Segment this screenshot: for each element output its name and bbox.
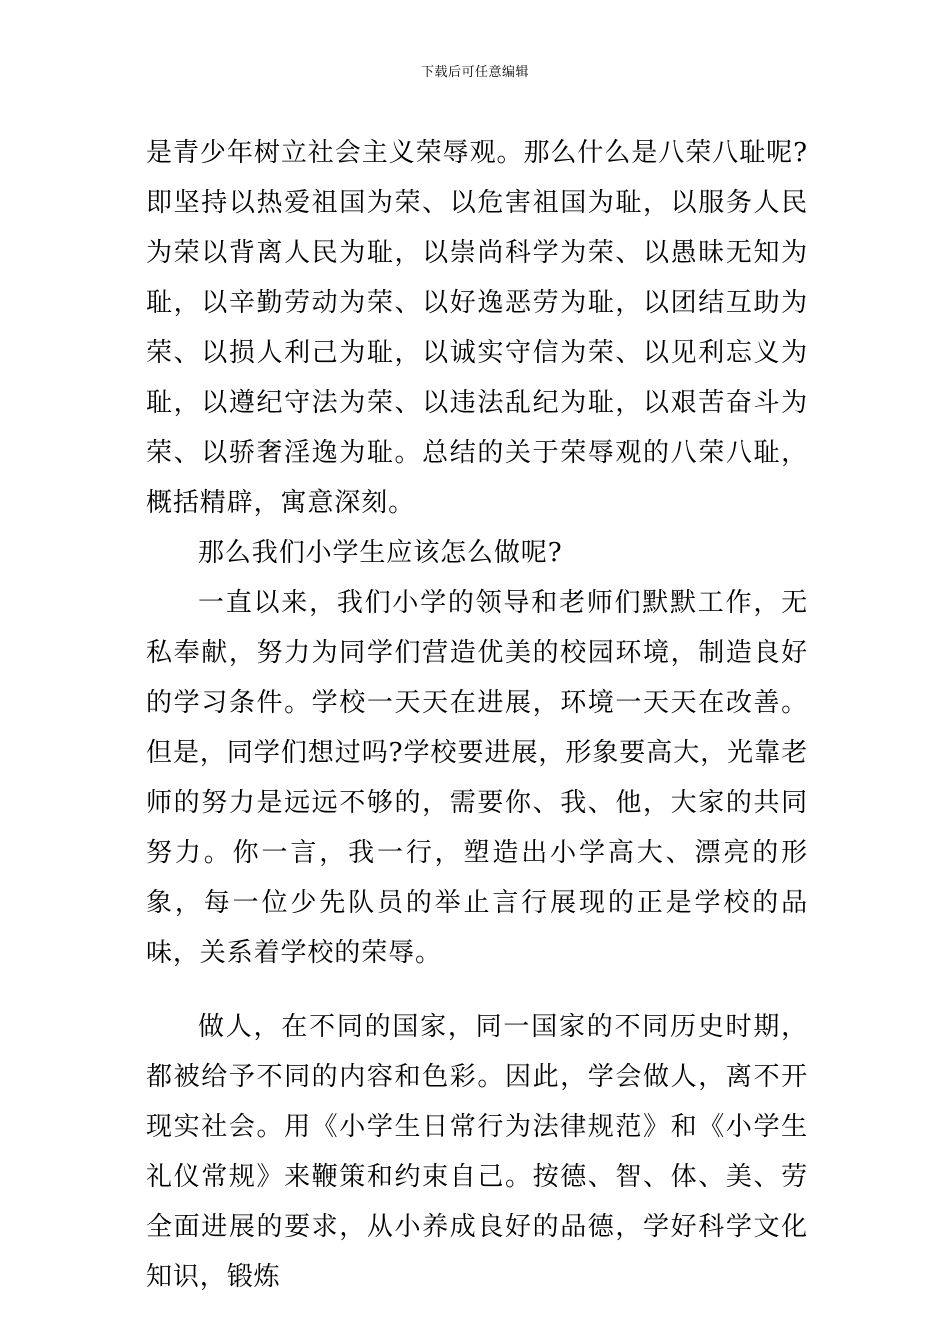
paragraph-honor-shame: 是青少年树立社会主义荣辱观。那么什么是八荣八耻呢?即坚持以热爱祖国为荣、以危害祖国为耻，以服务人民为荣以背离人民为耻，以崇尚科学为荣、以愚昧无知为耻，以辛勤劳动为荣、以好逸恶劳为耻，以团结互助为荣、以损人利己为耻，以诚实守信为荣、以见利忘义为耻，以遵纪守法为荣、以违法乱纪为耻，以艰苦奋斗为荣、以骄奢淫逸为耻。总结的关于荣辱观的八荣八耻，概括精辟，寓意深刻。 <box>146 138 808 518</box>
document-body <box>146 128 808 1302</box>
page-header-note: 下载后可任意编辑 <box>420 65 529 80</box>
paragraph-question: 那么我们小学生应该怎么做呢? <box>198 538 563 568</box>
paragraph-gap <box>146 978 808 1002</box>
paragraph-be-a-person: 做人，在不同的国家，同一国家的不同历史时期，都被给予不同的内容和色彩。因此，学会做人，离不开现实社会。用《小学生日常行为法律规范》和《小学生礼仪常规》来鞭策和约束自己。按德、智、体、美、劳全面进展的要求，从小养成良好的品德，学好科学文化知识，锻炼 <box>146 1012 808 1292</box>
paragraph-school-effort: 一直以来，我们小学的领导和老师们默默工作，无私奉献，努力为同学们营造优美的校园环境，制造良好的学习条件。学校一天天在进展，环境一天天在改善。但是，同学们想过吗?学校要进展，形象要高大，光靠老师的努力是远远不够的，需要你、我、他，大家的共同努力。你一言，我一行，塑造出小学高大、漂亮的形象，每一位少先队员的举止言行展现的正是学校的品味，关系着学校的荣辱。 <box>146 588 808 968</box>
